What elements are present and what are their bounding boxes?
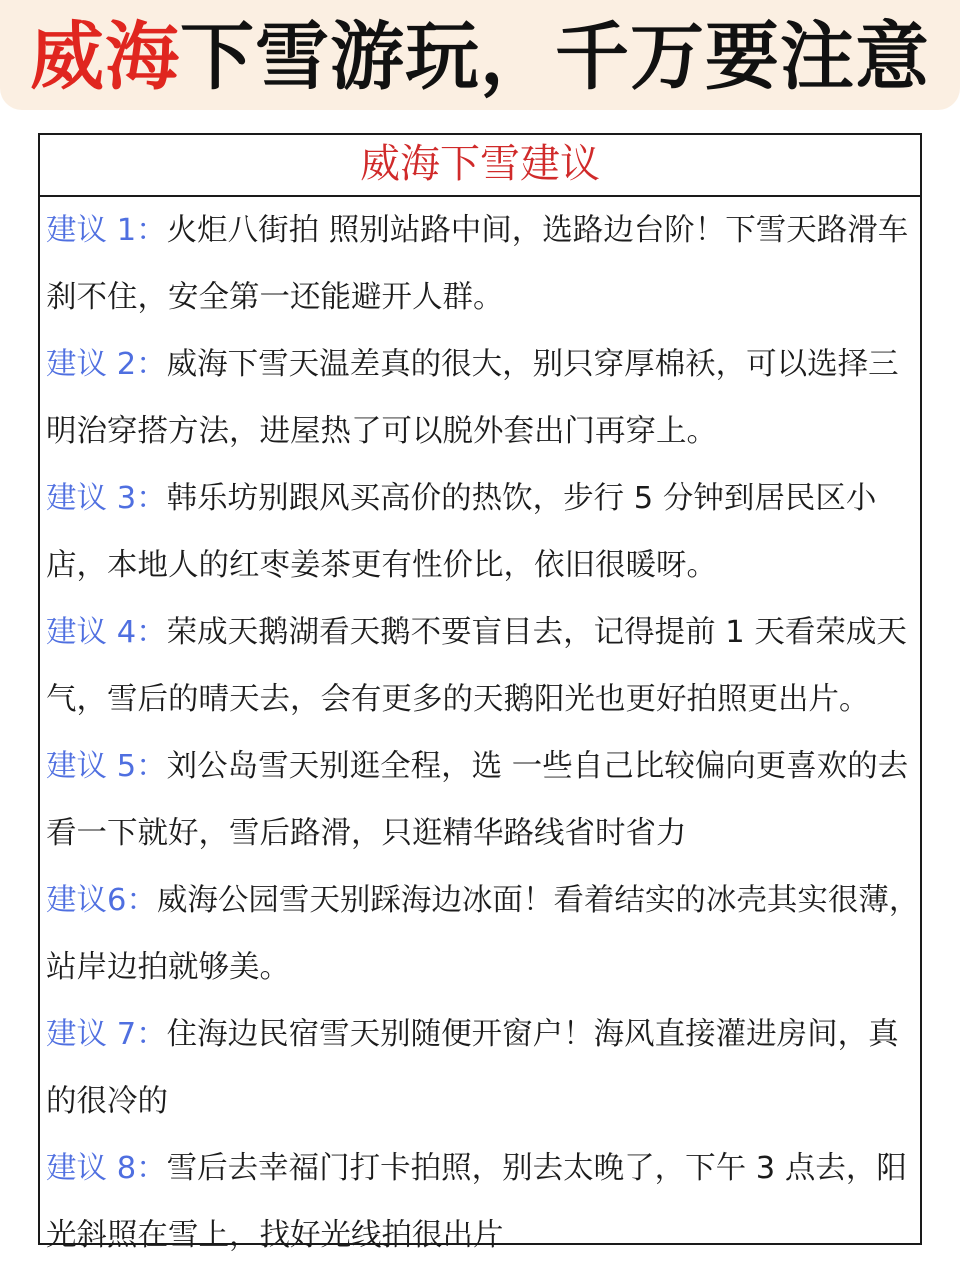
tip-text: 威海下雪天温差真的很大，别只穿厚棉袄，可以选择三明治穿搭方法，进屋热了可以脱外套出门再穿上。 xyxy=(46,347,899,449)
tip-label: 建议 7： xyxy=(46,1017,167,1052)
card-heading: 威海下雪建议 xyxy=(40,135,920,197)
tip-label: 建议 2： xyxy=(46,347,167,382)
tip-text: 火炬八街拍 照别站路中间，选路边台阶！下雪天路滑车刹不住，安全第一还能避开人群。 xyxy=(46,213,909,315)
tip-item xyxy=(46,465,920,599)
tip-text: 韩乐坊别跟风买高价的热饮，步行 5 分钟到居民区小店，本地人的红枣姜茶更有性价比，依旧很暖呀。 xyxy=(46,481,877,583)
tip-item xyxy=(46,867,920,1001)
tips-card xyxy=(38,133,922,1253)
title-banner xyxy=(0,0,960,110)
page-title xyxy=(0,12,960,102)
tip-label: 建议6： xyxy=(46,883,157,918)
tip-label: 建议 5： xyxy=(46,749,167,784)
tip-label: 建议 3： xyxy=(46,481,167,516)
tip-label: 建议 8： xyxy=(46,1151,167,1186)
tip-item xyxy=(46,599,920,733)
tip-text: 住海边民宿雪天别随便开窗户！海风直接灌进房间，真的很冷的 xyxy=(46,1017,899,1119)
title-rest: 下雪游玩，千万要注意 xyxy=(180,14,930,100)
tip-label: 建议 4： xyxy=(46,615,167,650)
tip-text: 威海公园雪天别踩海边冰面！看着结实的冰壳其实很薄，站岸边拍就够美。 xyxy=(46,883,920,985)
tip-item xyxy=(46,197,920,331)
tip-label: 建议 1： xyxy=(46,213,167,248)
tip-item xyxy=(46,331,920,465)
tip-item xyxy=(46,1001,920,1135)
tip-text: 雪后去幸福门打卡拍照，别去太晚了，下午 3 点去，阳光斜照在雪上，找好光线拍很出片 xyxy=(46,1151,907,1253)
tip-text: 刘公岛雪天别逛全程，选 一些自己比较偏向更喜欢的去看一下就好，雪后路滑，只逛精华路线省时省力 xyxy=(46,749,909,851)
tip-item xyxy=(46,733,920,867)
title-accent: 威海 xyxy=(30,14,180,100)
tip-text: 荣成天鹅湖看天鹅不要盲目去，记得提前 1 天看荣成天气，雪后的晴天去，会有更多的天鹅阳光也更好拍照更出片。 xyxy=(46,615,907,717)
tips-list xyxy=(40,197,920,1269)
tip-item xyxy=(46,1135,920,1269)
